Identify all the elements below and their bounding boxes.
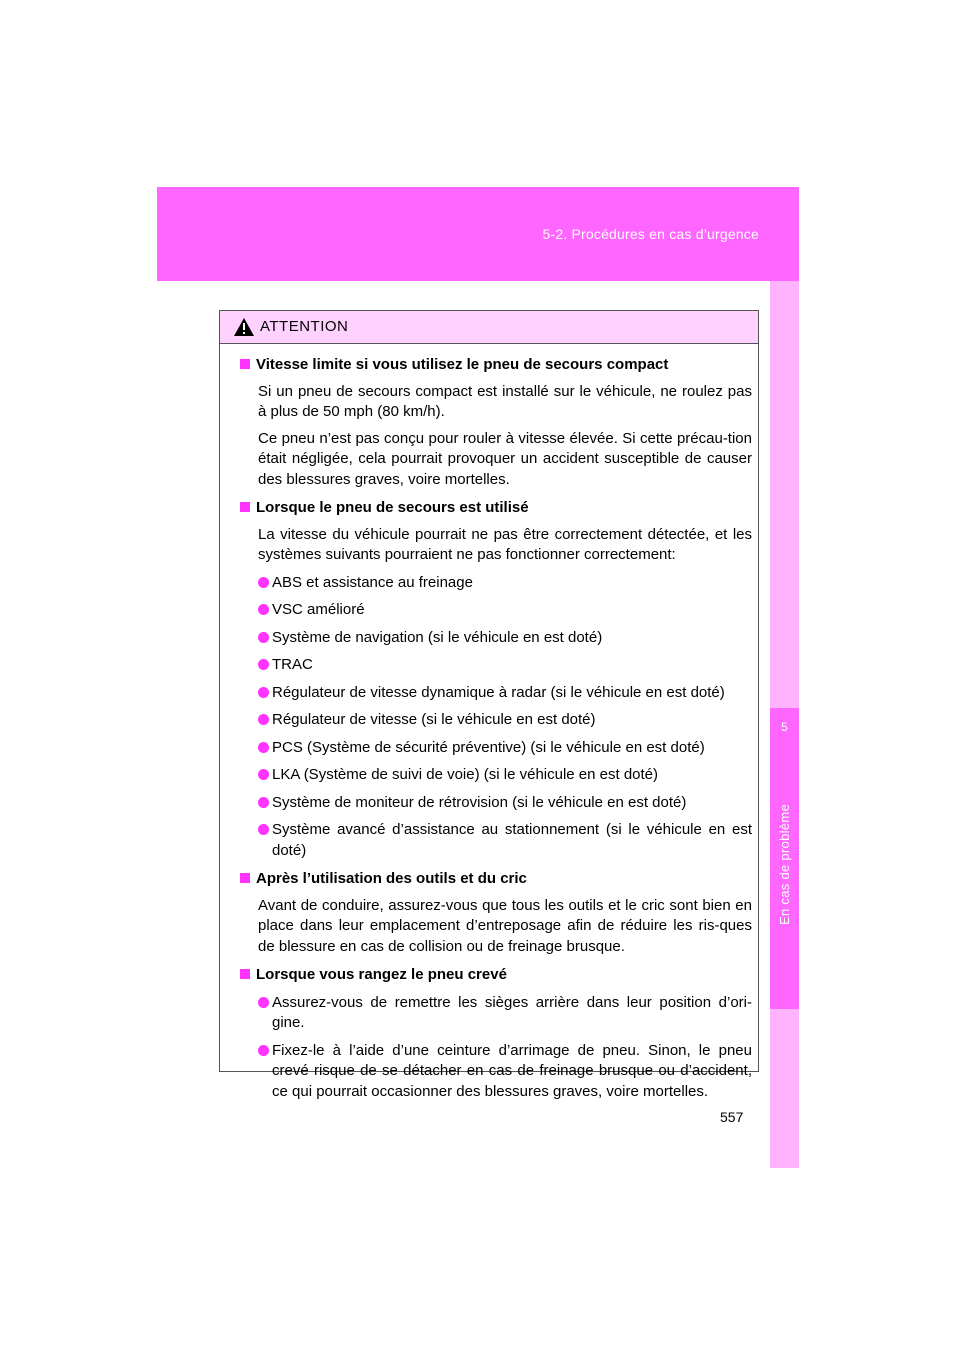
round-bullet-icon [258,714,269,725]
warning-title: ATTENTION [260,318,349,335]
section-heading-text: Lorsque le pneu de secours est utilisé [256,499,529,516]
square-bullet-icon [240,873,250,883]
list-item-text: ABS et assistance au freinage [272,573,473,591]
list-item [240,1041,752,1103]
paragraph: Ce pneu n’est pas conçu pour rouler à vitesse élevée. Si cette précau-tion était négligée, cela pourrait provoquer un accident susceptible de causer des blessures graves, voire mortelles. [258,429,752,488]
list-item-text: Régulateur de vitesse dynamique à radar (si le véhicule en est doté) [272,683,725,701]
round-bullet-icon [258,632,269,643]
list-item-text: LKA (Système de suivi de voie) (si le véhicule en est doté) [272,766,659,783]
list-item-text: Système de navigation (si le véhicule en est doté) [272,628,603,646]
warning-triangle-icon [233,317,255,337]
list-item [240,765,752,786]
square-bullet-icon [240,969,250,979]
list-item [240,738,752,759]
list-item-text: TRAC [272,656,313,673]
list-item [240,655,752,676]
round-bullet-icon [258,997,269,1008]
warning-body [220,344,758,1102]
list-item [240,573,752,594]
paragraph: Si un pneu de secours compact est installé sur le véhicule, ne roulez pas à plus de 50 mph (80 km/h). [258,382,752,420]
page-number: 557 [720,1109,744,1125]
section-heading [240,965,752,986]
list-item [240,628,752,649]
list-item [240,993,752,1034]
round-bullet-icon [258,824,269,835]
round-bullet-icon [258,769,269,780]
section-heading-text: Lorsque vous rangez le pneu crevé [256,966,507,983]
paragraph: Avant de conduire, assurez-vous que tous les outils et le cric sont bien en place dans leur emplacement d’entreposage afin de réduire les ris-ques de blessure en cas de collision ou de freinage brusque. [258,896,752,955]
list-item [240,793,752,814]
chapter-tab [770,708,799,1009]
section-heading [240,498,752,519]
list-item [240,683,752,704]
list-item [240,710,752,731]
chapter-header [157,187,799,281]
round-bullet-icon [258,659,269,670]
section-heading-text: Vitesse limite si vous utilisez le pneu de secours compact [256,356,669,373]
square-bullet-icon [240,359,250,369]
list-item [240,820,752,861]
chapter-label: En cas de problème [777,803,792,925]
warning-header [220,311,758,344]
round-bullet-icon [258,742,269,753]
paragraph: La vitesse du véhicule pourrait ne pas être correctement détectée, et les systèmes suivants pourraient ne pas fonctionner correctement: [258,525,752,563]
round-bullet-icon [258,577,269,588]
section-heading [240,869,752,890]
warning-box [219,310,759,1100]
list-item-text: Régulateur de vitesse (si le véhicule en est doté) [272,711,596,728]
list-item-text: Système de moniteur de rétrovision (si le véhicule en est doté) [272,793,687,811]
chapter-number: 5 [781,720,788,734]
section-title: 5-2. Procédures en cas d’urgence [542,226,759,242]
list-item-text: PCS (Système de sécurité préventive) (si le véhicule en est doté) [272,738,705,756]
round-bullet-icon [258,797,269,808]
list-item-text: VSC amélioré [272,601,365,618]
list-item [240,600,752,621]
round-bullet-icon [258,1045,269,1056]
square-bullet-icon [240,502,250,512]
round-bullet-icon [258,687,269,698]
round-bullet-icon [258,604,269,615]
list-item-text: Assurez-vous de remettre les sièges arrière dans leur position d’ori-gine. [272,993,752,1031]
section-heading-text: Après l’utilisation des outils et du cric [256,870,527,887]
section-heading [240,355,752,376]
side-strip [770,281,799,1168]
list-item-text: Système avancé d’assistance au stationnement (si le véhicule en est doté) [272,821,752,859]
list-item-text: Fixez-le à l’aide d’une ceinture d’arrimage de pneu. Sinon, le pneu crevé risque de se détacher en cas de freinage brusque ou d’accident, ce qui pourrait occasionner des blessures graves, voire mortelles. [272,1041,752,1100]
